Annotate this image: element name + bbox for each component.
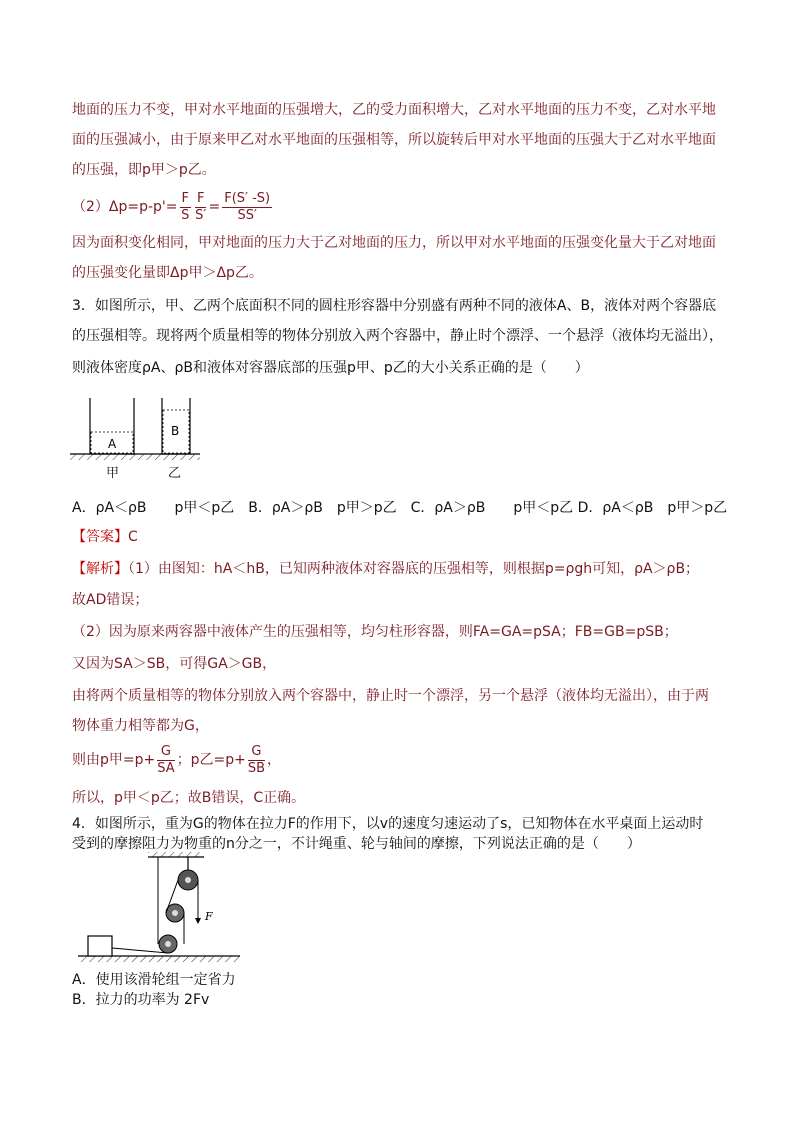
text-line: 地面的压力不变，甲对水平地面的压强增大，乙的受力面积增大，乙对水平地面的压力不变，乙对水平地 — [72, 102, 716, 118]
ceiling — [148, 852, 204, 857]
fraction: $\frac{G}{SA}$ — [157, 743, 175, 776]
label-a: A — [108, 437, 117, 451]
text-line: 的压强变化量即Δp甲＞Δp乙。 — [72, 265, 263, 281]
analysis-line: 所以，p甲＜p乙；故B错误，C正确。 — [72, 790, 306, 806]
question-4-line: 4．如图所示，重为G的物体在拉力F的作用下，以v的速度匀速运动了s，已知物体在水平桌面上运动时 — [72, 816, 704, 832]
answer-value: C — [128, 529, 138, 545]
text-line: 因为面积变化相同，甲对地面的压力大于乙对地面的压力，所以甲对水平地面的压强变化量大于乙对地面 — [72, 235, 716, 251]
equals-sign: = — [208, 199, 221, 215]
question-3-line: 3．如图所示，甲、乙两个底面积不同的圆柱形容器中分别盛有两种不同的液体A、B，液体对两个容器底 — [72, 298, 717, 314]
text-line: 面的压强减小，由于原来甲乙对水平地面的压强相等，所以旋转后甲对水平地面的压强大于乙对水平地面 — [72, 132, 716, 148]
formula-line — [72, 188, 274, 226]
question-4-line: 受到的摩擦阻力为物重的n分之一，不计绳重、轮与轴间的摩擦，下列说法正确的是（ ） — [72, 836, 641, 852]
label-b: B — [171, 424, 180, 438]
force-label: F — [205, 910, 213, 923]
question-4-option-a: A．使用该滑轮组一定省力 — [72, 972, 236, 988]
block — [88, 936, 112, 956]
analysis-line: 物体重力相等都为G， — [72, 718, 209, 734]
label-jia: 甲 — [106, 466, 120, 481]
fraction: $\frac{G}{SB}$ — [247, 743, 266, 776]
fraction: $\frac{F}{S'}$ — [195, 190, 207, 223]
label-yi: 乙 — [168, 466, 182, 481]
fraction: $\frac{F}{S}$ — [181, 190, 190, 223]
analysis-formula: 则由p甲=p+ $\frac{G}{SA}$ ；p乙=p+ $\frac{G}{SB}$ ， — [72, 743, 282, 776]
containers-figure — [70, 392, 202, 482]
fraction: $\frac{F(S' -S)}{SS'}$ — [224, 190, 271, 223]
ground — [78, 956, 240, 962]
analysis-line: 又因为SA＞SB，可得GA＞GB， — [72, 656, 277, 672]
analysis-line: 由将两个质量相等的物体分别放入两个容器中，静止时一个漂浮，另一个悬浮（液体均无溢出），由于两 — [72, 688, 709, 704]
pulley-figure — [72, 852, 252, 967]
question-3-options: A．ρA＜ρB p甲＜p乙 B．ρA＞ρB p甲＞p乙 C．ρA＞ρB p甲＜p乙 D．ρA＜ρB p甲＞p乙 — [72, 500, 728, 516]
answer-line — [72, 527, 138, 547]
ground-hatch — [70, 454, 200, 460]
analysis-tag: 【解析】 — [72, 561, 128, 577]
text-line: 的压强，即p甲＞p乙。 — [72, 162, 216, 178]
question-4-option-b: B．拉力的功率为 2Fv — [72, 992, 210, 1008]
analysis-line: 【解析】（1）由图知：hA＜hB，已知两种液体对容器底的压强相等，则根据p=ρgh可知，ρA＞ρB； — [72, 561, 700, 577]
question-3-line: 的压强相等。现将两个质量相等的物体分别放入两个容器中，静止时个漂浮、一个悬浮（液体均无溢出）， — [72, 328, 723, 344]
question-3-line: 则液体密度ρA、ρB和液体对容器底部的压强p甲、p乙的大小关系正确的是（ ） — [72, 360, 589, 376]
answer-tag: 【答案】 — [72, 529, 128, 545]
formula-prefix: （2）Δp=p-p'= — [72, 199, 178, 215]
analysis-line: 故AD错误； — [72, 592, 149, 608]
analysis-line: （2）因为原来两容器中液体产生的压强相等，均匀柱形容器，则FA=GA=pSA；FB=GB=pSB； — [72, 624, 678, 640]
